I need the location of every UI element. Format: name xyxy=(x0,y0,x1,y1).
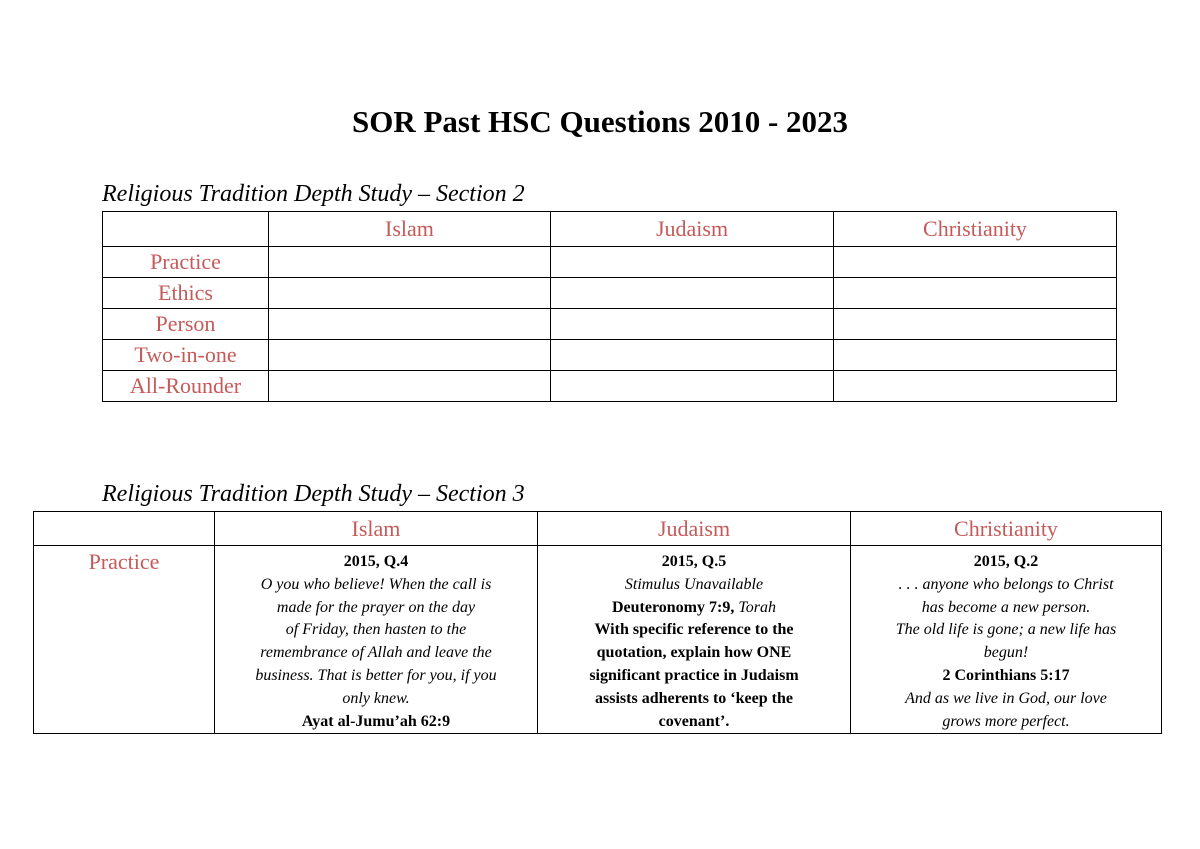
quote-source: 2 Corinthians 5:17 xyxy=(942,666,1070,684)
table-row xyxy=(103,340,1117,371)
column-header-judaism: Judaism xyxy=(538,512,851,546)
section-2-heading: Religious Tradition Depth Study – Section 2 xyxy=(102,181,525,207)
table-row xyxy=(34,546,1162,734)
table-header-row xyxy=(34,512,1162,546)
question-line: covenant’. xyxy=(658,712,730,730)
row-label-all-rounder: All-Rounder xyxy=(103,371,269,402)
table-cell xyxy=(551,247,834,278)
column-header-judaism: Judaism xyxy=(551,212,834,247)
question-line: With specific reference to the xyxy=(594,621,794,639)
quote-line: made for the prayer on the day xyxy=(276,598,476,616)
question-line: assists adherents to ‘keep the xyxy=(595,689,793,707)
question-line: significant practice in Judaism xyxy=(589,666,799,684)
quote-line: of Friday, then hasten to the xyxy=(285,621,467,639)
row-label-ethics: Ethics xyxy=(103,278,269,309)
table-cell xyxy=(834,278,1117,309)
quote-line: begun! xyxy=(983,644,1029,662)
table-cell xyxy=(834,247,1117,278)
row-label-practice: Practice xyxy=(34,546,215,734)
column-header-christianity: Christianity xyxy=(851,512,1162,546)
christianity-question-cell xyxy=(851,546,1162,734)
quote-line: O you who believe! When the call is xyxy=(260,575,492,593)
quote-line: . . . anyone who belongs to Christ xyxy=(898,575,1114,593)
table-cell xyxy=(269,278,551,309)
quote-line: remembrance of Allah and leave the xyxy=(260,644,492,662)
table-cell xyxy=(834,309,1117,340)
table-cell xyxy=(834,340,1117,371)
column-header-christianity: Christianity xyxy=(834,212,1117,247)
header-empty-cell xyxy=(34,512,215,546)
quote-line: has become a new person. xyxy=(921,598,1091,616)
section-2-table xyxy=(102,211,1117,402)
quote-line: And as we live in God, our love xyxy=(905,689,1107,707)
quote-line: grows more perfect. xyxy=(942,712,1070,730)
row-label-practice: Practice xyxy=(103,247,269,278)
question-number: 2015, Q.4 xyxy=(343,553,409,570)
table-cell xyxy=(551,278,834,309)
page-title: SOR Past HSC Questions 2010 - 2023 xyxy=(351,104,849,139)
stimulus-note: Stimulus Unavailable xyxy=(624,575,764,593)
table-cell xyxy=(269,247,551,278)
header-empty-cell xyxy=(103,212,269,247)
source-book: Torah xyxy=(738,598,776,616)
table-cell xyxy=(551,309,834,340)
section-3-heading: Religious Tradition Depth Study – Section 3 xyxy=(102,481,525,507)
table-cell xyxy=(551,371,834,402)
source-reference: Deuteronomy 7:9, xyxy=(611,598,735,616)
table-row xyxy=(103,371,1117,402)
quote-line: only knew. xyxy=(342,689,410,707)
row-label-person: Person xyxy=(103,309,269,340)
table-cell xyxy=(269,309,551,340)
row-label-two-in-one: Two-in-one xyxy=(103,340,269,371)
question-number: 2015, Q.2 xyxy=(973,553,1039,570)
quote-line: The old life is gone; a new life has xyxy=(895,621,1117,639)
question-number: 2015, Q.5 xyxy=(661,553,727,570)
quote-source xyxy=(538,597,850,620)
quote-line: business. That is better for you, if you xyxy=(255,666,497,684)
judaism-question-cell xyxy=(538,546,851,734)
table-header-row xyxy=(103,212,1117,247)
table-row xyxy=(103,309,1117,340)
column-header-islam: Islam xyxy=(215,512,538,546)
islam-question-cell xyxy=(215,546,538,734)
question-line: quotation, explain how ONE xyxy=(596,644,792,662)
column-header-islam: Islam xyxy=(269,212,551,247)
table-row xyxy=(103,247,1117,278)
table-cell xyxy=(551,340,834,371)
table-row xyxy=(103,278,1117,309)
quote-source: Ayat al-Jumu’ah 62:9 xyxy=(301,712,451,730)
table-cell xyxy=(269,371,551,402)
table-cell xyxy=(269,340,551,371)
table-cell xyxy=(834,371,1117,402)
section-3-table xyxy=(33,511,1162,734)
